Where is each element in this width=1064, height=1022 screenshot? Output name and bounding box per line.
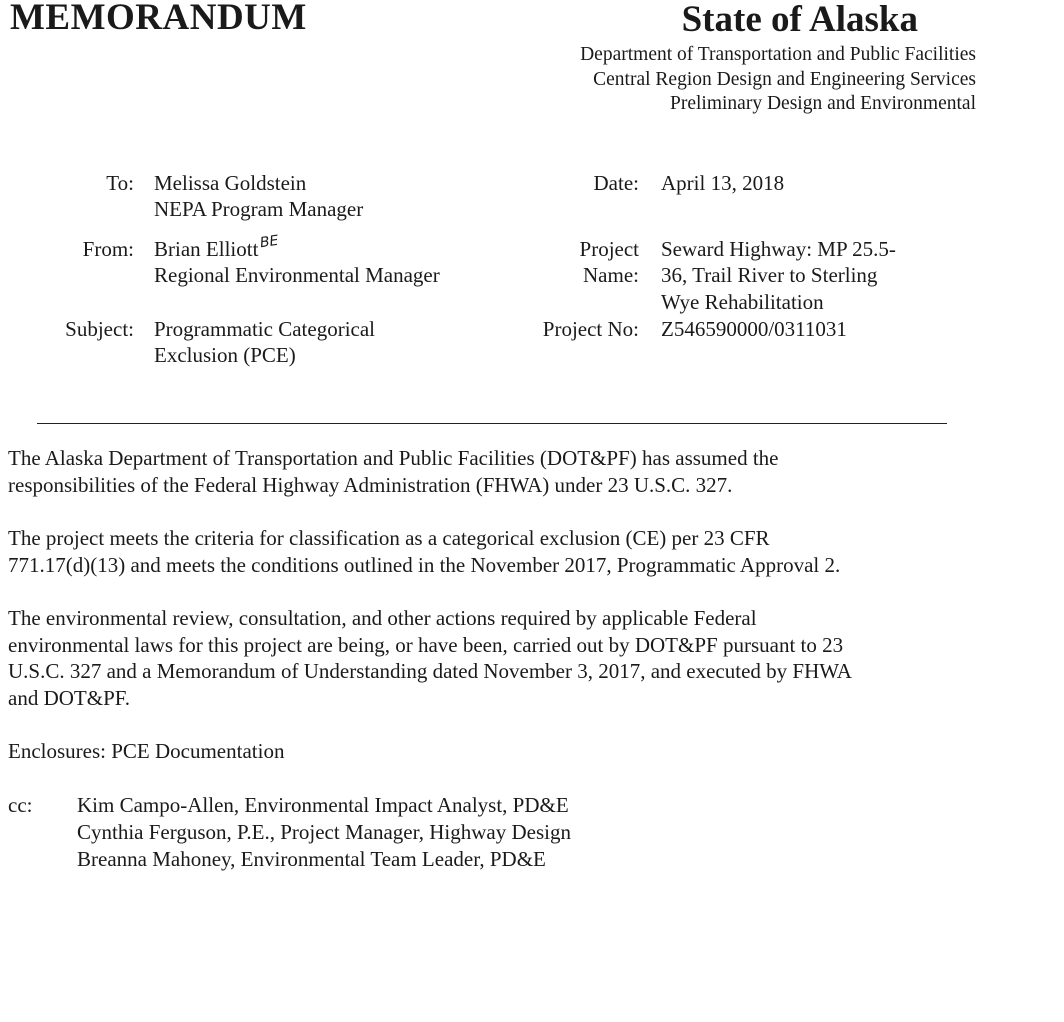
to-name: Melissa Goldstein [154, 171, 307, 195]
to-title: NEPA Program Manager [154, 197, 364, 221]
subject-line-1: Programmatic Categorical [154, 317, 376, 341]
subject-line-2: Exclusion (PCE) [154, 343, 296, 367]
paragraph-criteria [8, 525, 1058, 578]
paragraph-line: environmental laws for this project are being, or have been, carried out by DOT&PF pursuant to 23 [8, 632, 844, 657]
paragraph-line: U.S.C. 327 and a Memorandum of Understanding dated November 3, 2017, and executed by FHWA [8, 659, 852, 683]
cc-recipient: Breanna Mahoney, Environmental Team Leader, PD&E [77, 847, 546, 871]
agency-title: State of Alaska [681, 0, 918, 40]
project-name-line-1: Seward Highway: MP 25.5- [661, 237, 896, 261]
paragraph-assumption [8, 445, 1058, 498]
agency-section: Preliminary Design and Environmental [670, 93, 976, 114]
memo-title: MEMORANDUM [10, 0, 307, 38]
from-label: From: [82, 237, 134, 261]
from-title: Regional Environmental Manager [154, 263, 440, 287]
paragraph-line: The environmental review, consultation, and other actions required by applicable Federal [8, 606, 757, 630]
project-no-value: Z546590000/0311031 [661, 317, 847, 341]
to-label: To: [106, 171, 134, 195]
paragraph-line: 771.17(d)(13) and meets the conditions outlined in the November 2017, Programmatic Approval 2. [8, 552, 841, 577]
cc-recipient: Cynthia Ferguson, P.E., Project Manager, Highway Design [77, 820, 571, 844]
agency-department: Department of Transportation and Public Facilities [580, 44, 976, 65]
project-name-label-2: Name: [583, 263, 639, 287]
enclosures-line: Enclosures: PCE Documentation [8, 739, 285, 763]
project-name-line-3: Wye Rehabilitation [661, 290, 824, 314]
paragraph-line: The Alaska Department of Transportation and Public Facilities (DOT&PF) has assumed the [8, 446, 779, 470]
from-line [154, 232, 280, 265]
handwritten-initials: BE [259, 232, 280, 252]
paragraph-line: The project meets the criteria for classification as a categorical exclusion (CE) per 23 CFR [8, 526, 770, 550]
agency-region: Central Region Design and Engineering Services [593, 69, 976, 90]
paragraph-line: and DOT&PF. [8, 685, 130, 710]
date-value: April 13, 2018 [661, 171, 785, 195]
project-name-line-2: 36, Trail River to Sterling [661, 263, 878, 287]
project-no-label: Project No: [542, 317, 639, 341]
from-name: Brian Elliott [154, 237, 259, 261]
cc-label: cc: [8, 793, 33, 817]
project-name-label-1: Project [579, 237, 639, 261]
paragraph-review [8, 605, 1058, 711]
date-label: Date: [593, 171, 639, 195]
header-divider [37, 423, 947, 424]
subject-label: Subject: [65, 317, 134, 341]
paragraph-line: responsibilities of the Federal Highway Administration (FHWA) under 23 U.S.C. 327. [8, 472, 733, 497]
cc-recipient: Kim Campo-Allen, Environmental Impact Analyst, PD&E [77, 793, 569, 817]
